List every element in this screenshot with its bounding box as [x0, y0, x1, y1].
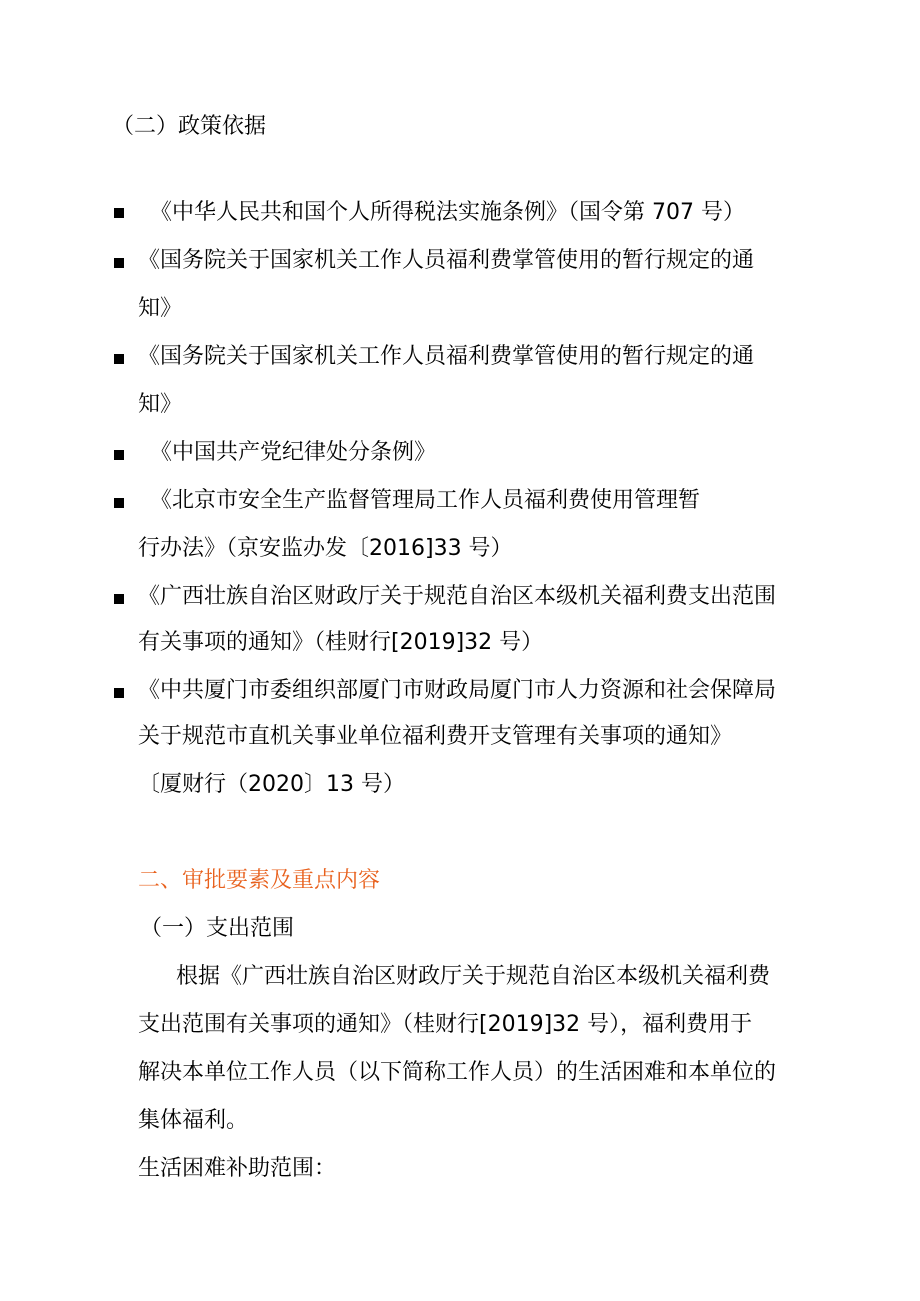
policy-item-7-line-1: 《中共厦门市委组织部厦门市财政局厦门市人力资源和社会保障局 — [138, 678, 777, 703]
bullet-icon — [114, 450, 124, 460]
policy-item-5-line-2: 行办法》（京安监办发〔2016]33 号） — [138, 536, 513, 561]
policy-item-3-line-1: 《国务院关于国家机关工作人员福利费掌管使用的暂行规定的通 — [138, 344, 755, 369]
paragraph-line-2: 支出范围有关事项的通知》（桂财行[2019]32 号），福利费用于 — [138, 1012, 753, 1037]
paragraph-line-3: 解决本单位工作人员（以下简称工作人员）的生活困难和本单位的 — [138, 1060, 777, 1085]
expense-scope-heading: （一）支出范围 — [140, 916, 295, 941]
policy-item-5-line-1: 《北京市安全生产监督管理局工作人员福利费使用管理暂 — [150, 488, 701, 513]
policy-item-4-line-1: 《中国共产党纪律处分条例》 — [150, 440, 437, 465]
policy-item-3-line-2: 知》 — [138, 392, 183, 417]
paragraph-line-4: 集体福利。 — [138, 1108, 249, 1133]
policy-item-7-line-2: 关于规范市直机关事业单位福利费开支管理有关事项的通知》 — [138, 724, 733, 749]
policy-item-7-line-3: 〔厦财行（2020〕13 号） — [138, 772, 405, 797]
policy-item-1-line-1: 《中华人民共和国个人所得税法实施条例》（国令第 707 号） — [150, 200, 745, 225]
paragraph-line-1: 根据《广西壮族自治区财政厅关于规范自治区本级机关福利费 — [176, 964, 771, 989]
bullet-icon — [114, 594, 124, 604]
hardship-subsidy-heading: 生活困难补助范围： — [138, 1156, 337, 1181]
bullet-icon — [114, 208, 124, 218]
policy-item-6-line-1: 《广西壮族自治区财政厅关于规范自治区本级机关福利费支出范围 — [138, 584, 777, 609]
bullet-icon — [114, 258, 124, 268]
bullet-icon — [114, 688, 124, 698]
policy-item-6-line-2: 有关事项的通知》（桂财行[2019]32 号） — [138, 630, 544, 655]
bullet-icon — [114, 354, 124, 364]
bullet-icon — [114, 498, 124, 508]
policy-item-2-line-1: 《国务院关于国家机关工作人员福利费掌管使用的暂行规定的通 — [138, 248, 755, 273]
policy-basis-heading: （二）政策依据 — [112, 114, 267, 139]
policy-item-2-line-2: 知》 — [138, 296, 183, 321]
approval-elements-heading: 二、审批要素及重点内容 — [138, 868, 381, 893]
